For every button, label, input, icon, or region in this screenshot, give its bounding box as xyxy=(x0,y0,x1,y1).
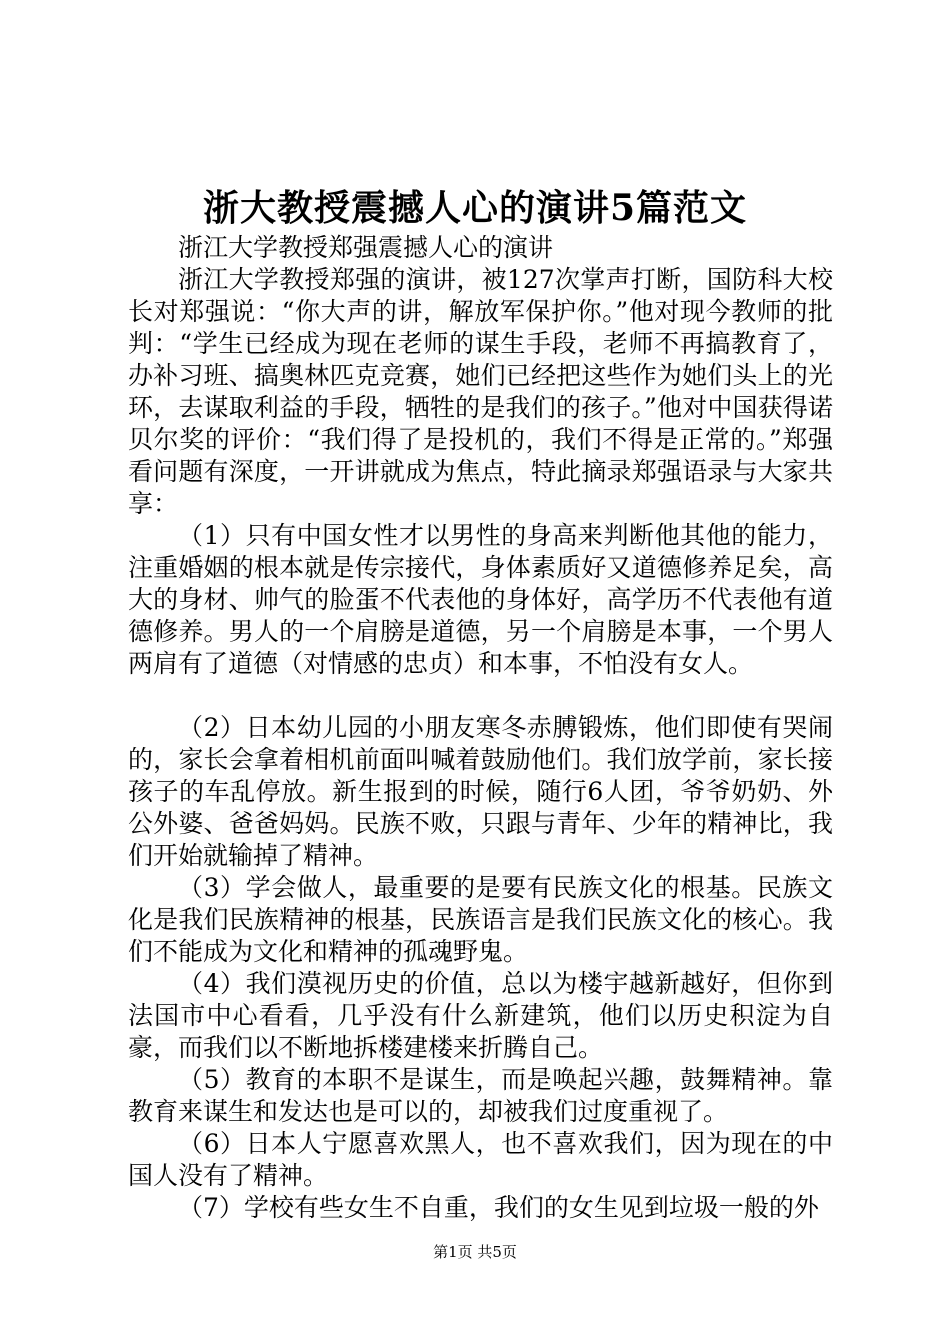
paragraph-item-4: （4）我们漠视历史的价值，总以为楼宇越新越好，但你到法国市中心看看，几乎没有什么新建筑，他们以历史积淀为自豪，而我们以不断地拆楼建楼来折腾自己。 xyxy=(128,969,833,1062)
paragraph-item-6: （6）日本人宁愿喜欢黑人，也不喜欢我们，因为现在的中国人没有了精神。 xyxy=(128,1129,833,1190)
paragraph-item-3: （3）学会做人，最重要的是要有民族文化的根基。民族文化是我们民族精神的根基，民族语言是我们民族文化的核心。我们不能成为文化和精神的孤魂野鬼。 xyxy=(128,873,833,966)
page-number: 第1页 共5页 xyxy=(433,1243,517,1261)
paragraph-item-7: （7）学校有些女生不自重，我们的女生见到垃圾一般的外 xyxy=(178,1193,819,1222)
paragraph-item-5: （5）教育的本职不是谋生，而是唤起兴趣，鼓舞精神。靠教育来谋生和发达也是可以的，却被我们过度重视了。 xyxy=(128,1065,833,1126)
paragraph-intro: 浙江大学教授郑强的演讲，被127次掌声打断，国防科大校长对郑强说：“你大声的讲，解放军保护你。”他对现今教师的批判：“学生已经成为现在老师的谋生手段，老师不再搞教育了，办补习班、搞奥林匹克竞赛，她们已经把这些作为她们头上的光环，去谋取利益的手段，牺牲的是我们的孩子。”他对中国获得诺贝尔奖的评价：“我们得了是投机的，我们不得是正常的。”郑强看问题有深度，一开讲就成为焦点，特此摘录郑强语录与大家共享： xyxy=(128,265,833,518)
paragraph-item-1: （1）只有中国女性才以男性的身高来判断他其他的能力，注重婚姻的根本就是传宗接代，身体素质好又道德修养足矣，高大的身材、帅气的脸蛋不代表他的身体好，高学历不代表他有道德修养。男人的一个肩膀是道德，另一个肩膀是本事，一个男人两肩有了道德（对情感的忠贞）和本事，不怕没有女人。 xyxy=(128,521,833,678)
paragraph-item-2: （2）日本幼儿园的小朋友寒冬赤膊锻炼，他们即使有哭闹的，家长会拿着相机前面叫喊着鼓励他们。我们放学前，家长接孩子的车乱停放。新生报到的时候，随行6人团，爷爷奶奶、外公外婆、爸爸妈妈。民族不败，只跟与青年、少年的精神比，我们开始就输掉了精神。 xyxy=(128,713,833,870)
subtitle: 浙江大学教授郑强震撼人心的演讲 xyxy=(178,233,554,262)
document-body xyxy=(128,232,833,1224)
document-title: 浙大教授震撼人心的演讲5篇范文 xyxy=(202,187,748,229)
